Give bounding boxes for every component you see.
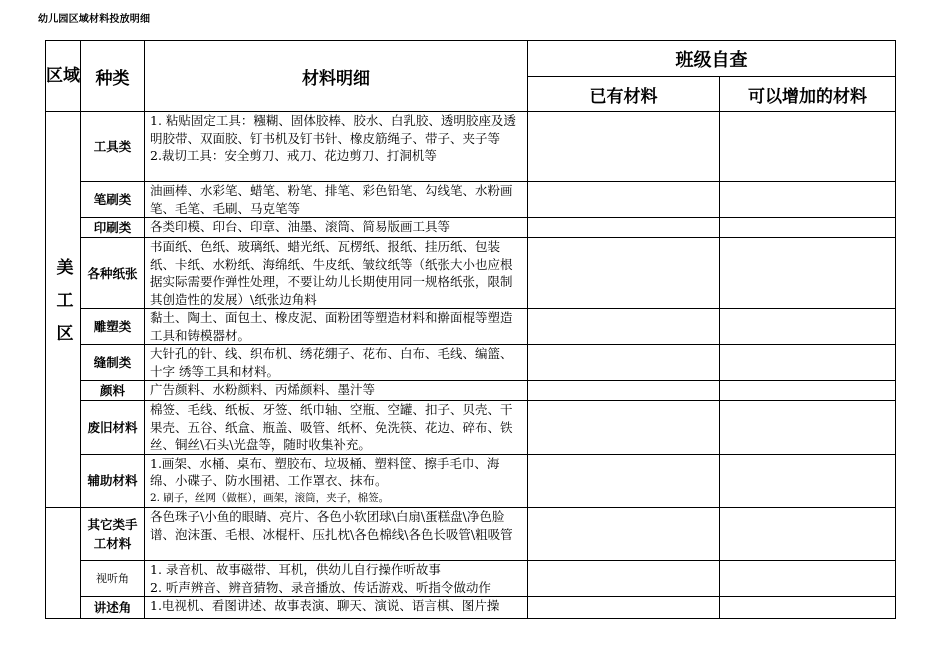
- kind-cell: 辅助材料: [81, 454, 145, 508]
- kind-cell: 讲述角: [81, 597, 145, 619]
- detail-line: 2. 刷子，丝网（做框），画架，滚筒，夹子，棉签。: [150, 491, 390, 504]
- area-cell: [46, 508, 81, 619]
- existing-cell: [528, 401, 720, 455]
- header-addable: 可以增加的材料: [720, 77, 896, 112]
- addable-cell: [720, 238, 896, 309]
- detail-line: 书面纸、色纸、玻璃纸、蜡光纸、瓦楞纸、报纸、挂历纸、包装纸、卡纸、水粉纸、海绵纸、牛皮纸、皱纹纸等（纸张大小也应根据实际需要作弹性处理，不要让幼儿长期使用同一规格纸张，限制其创造性的发展）\纸张边角料: [150, 239, 513, 307]
- addable-cell: [720, 112, 896, 182]
- existing-cell: [528, 561, 720, 597]
- table-row: [46, 401, 896, 455]
- detail-line: 黏土、陶土、面包土、橡皮泥、面粉团等塑造材料和擀面棍等塑造工具和铸模器材。: [150, 310, 513, 343]
- detail-line: 1. 录音机、故事磁带、耳机，供幼儿自行操作听故事: [150, 562, 441, 577]
- existing-cell: [528, 454, 720, 508]
- detail-cell: [145, 238, 528, 309]
- detail-line: 1.画架、水桶、桌布、塑胶布、垃圾桶、塑料筐、擦手毛巾、海绵、小碟子、防水围裙、工作罩衣、抹布。: [150, 455, 500, 488]
- kind-cell: 笔刷类: [81, 182, 145, 218]
- detail-line: 各类印模、印台、印章、油墨、滚筒、简易版画工具等: [150, 219, 451, 234]
- table-row: [46, 238, 896, 309]
- table-row: [46, 345, 896, 381]
- detail-line: 1.电视机、看图讲述、故事表演、聊天、演说、语言棋、图片操: [150, 598, 500, 613]
- header-kind: 种类: [81, 41, 145, 112]
- detail-line: 广告颜料、水粉颜料、丙烯颜料、墨汁等: [150, 382, 376, 397]
- kind-cell: 废旧材料: [81, 401, 145, 455]
- detail-line: 油画棒、水彩笔、蜡笔、粉笔、排笔、彩色铅笔、勾线笔、水粉画笔、毛笔、毛刷、马克笔等: [150, 183, 513, 216]
- existing-cell: [528, 238, 720, 309]
- document-title: 幼儿园区域材料投放明细: [38, 14, 151, 25]
- detail-cell: [145, 597, 528, 619]
- header-existing: 已有材料: [528, 77, 720, 112]
- existing-cell: [528, 218, 720, 238]
- header-area: 区域: [46, 41, 81, 112]
- header-self-check: 班级自查: [528, 41, 896, 77]
- detail-cell: [145, 345, 528, 381]
- detail-cell: [145, 401, 528, 455]
- table-row: [46, 112, 896, 182]
- existing-cell: [528, 112, 720, 182]
- detail-cell: [145, 561, 528, 597]
- kind-cell: 颜料: [81, 381, 145, 401]
- kind-cell: 各种纸张: [81, 238, 145, 309]
- table-row: [46, 561, 896, 597]
- addable-cell: [720, 218, 896, 238]
- addable-cell: [720, 597, 896, 619]
- header-detail: 材料明细: [145, 41, 528, 112]
- existing-cell: [528, 508, 720, 561]
- table-row: [46, 218, 896, 238]
- kind-cell: 雕塑类: [81, 309, 145, 345]
- table-row: [46, 381, 896, 401]
- kind-cell: 缝制类: [81, 345, 145, 381]
- addable-cell: [720, 309, 896, 345]
- addable-cell: [720, 508, 896, 561]
- addable-cell: [720, 454, 896, 508]
- kind-cell: 视听角: [81, 561, 145, 597]
- kind-cell: 工具类: [81, 112, 145, 182]
- table-row: [46, 508, 896, 561]
- detail-line: 各色珠子\小鱼的眼睛、亮片、各色小软团球\白扇\蛋糕盘\净色脸谱、泡沫蛋、毛根、冰棍杆、压扎枕\各色棉线\各色长吸管\粗吸管: [150, 509, 513, 542]
- addable-cell: [720, 182, 896, 218]
- addable-cell: [720, 401, 896, 455]
- existing-cell: [528, 345, 720, 381]
- detail-line: 2. 听声辨音、辨音猜物、录音播放、传话游戏、听指令做动作: [150, 579, 491, 595]
- detail-cell: [145, 454, 528, 508]
- detail-cell: [145, 182, 528, 218]
- addable-cell: [720, 561, 896, 597]
- detail-cell: [145, 218, 528, 238]
- detail-cell: [145, 508, 528, 561]
- table-row: [46, 454, 896, 508]
- area-cell: 美工区: [46, 112, 81, 508]
- table-row: [46, 309, 896, 345]
- detail-cell: [145, 309, 528, 345]
- detail-line: 2.裁切工具：安全剪刀、戒刀、花边剪刀、打洞机等: [150, 148, 437, 163]
- existing-cell: [528, 309, 720, 345]
- existing-cell: [528, 597, 720, 619]
- table-row: [46, 597, 896, 619]
- detail-cell: [145, 381, 528, 401]
- existing-cell: [528, 182, 720, 218]
- addable-cell: [720, 345, 896, 381]
- detail-line: 棉签、毛线、纸板、牙签、纸巾轴、空瓶、空罐、扣子、贝壳、干果壳、五谷、纸盒、瓶盖、吸管、纸杯、免洗筷、花边、碎布、铁丝、铜丝\石头\光盘等，随时收集补充。: [150, 402, 513, 452]
- existing-cell: [528, 381, 720, 401]
- materials-table: [45, 40, 896, 619]
- detail-line: 大针孔的针、线、织布机、绣花绷子、花布、白布、毛线、编篮、十字 绣等工具和材料。: [150, 346, 513, 379]
- detail-line: 1. 粘贴固定工具：糨糊、固体胶棒、胶水、白乳胶、透明胶座及透明胶带、双面胶、钉书机及钉书针、橡皮筋绳子、带子、夹子等: [150, 113, 516, 146]
- detail-cell: [145, 112, 528, 182]
- kind-cell: 印刷类: [81, 218, 145, 238]
- kind-cell: 其它类手工材料: [81, 508, 145, 561]
- addable-cell: [720, 381, 896, 401]
- table-row: [46, 182, 896, 218]
